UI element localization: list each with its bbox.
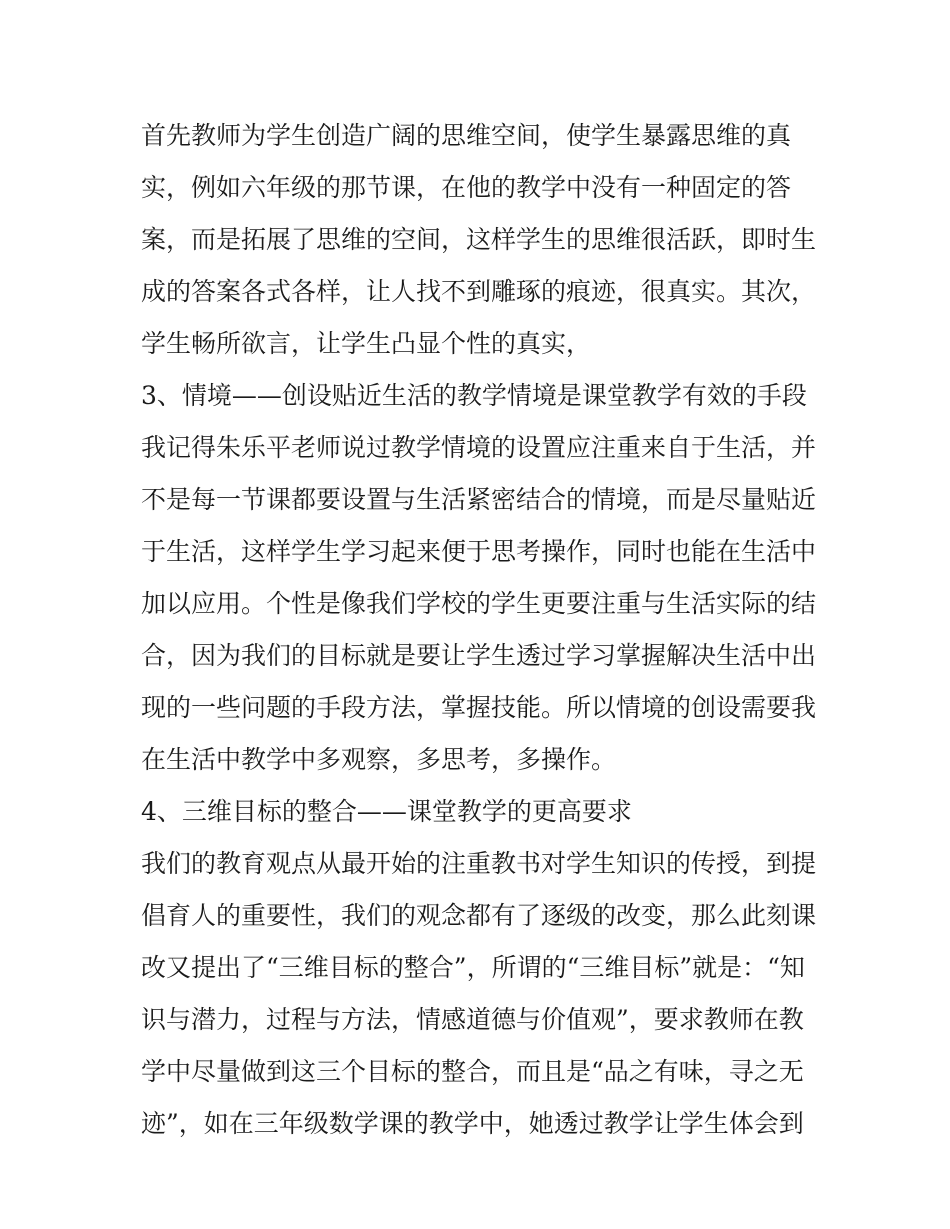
body-text-line: 学生畅所欲言，让学生凸显个性的真实， xyxy=(141,329,592,358)
body-text-line: 我记得朱乐平老师说过教学情境的设置应注重来自于生活，并 xyxy=(141,433,817,462)
body-text-line: 加以应用。个性是像我们学校的学生更要注重与生活实际的结 xyxy=(141,589,817,618)
body-text-line: 成的答案各式各样，让人找不到雕琢的痕迹，很真实。其次， xyxy=(141,277,817,306)
body-text-line: 改又提出了“三维目标的整合”，所谓的“三维目标”就是：“知 xyxy=(141,953,805,982)
body-text-line: 不是每一节课都要设置与生活紧密结合的情境，而是尽量贴近 xyxy=(141,485,817,514)
section-heading-3: 3、情境——创设贴近生活的教学情境是课堂教学有效的手段 xyxy=(141,381,807,410)
body-text-line: 于生活，这样学生学习起来便于思考操作，同时也能在生活中 xyxy=(141,537,817,566)
body-text-line: 学中尽量做到这三个目标的整合，而且是“品之有味，寻之无 xyxy=(141,1057,804,1086)
body-text-line: 合，因为我们的目标就是要让学生透过学习掌握解决生活中出 xyxy=(141,641,817,670)
body-text-line: 迹”，如在三年级数学课的教学中，她透过教学让学生体会到 xyxy=(141,1109,804,1138)
document-body xyxy=(141,110,817,1150)
body-text-line: 识与潜力，过程与方法，情感道德与价值观”，要求教师在教 xyxy=(141,1005,804,1034)
body-text-line: 实，例如六年级的那节课，在他的教学中没有一种固定的答 xyxy=(141,173,792,202)
body-text-line: 在生活中教学中多观察，多思考，多操作。 xyxy=(141,745,617,774)
body-text-line: 我们的教育观点从最开始的注重教书对学生知识的传授，到提 xyxy=(141,849,817,878)
section-heading-4: 4、三维目标的整合——课堂教学的更高要求 xyxy=(141,797,632,826)
body-text-line: 现的一些问题的手段方法，掌握技能。所以情境的创设需要我 xyxy=(141,693,817,722)
body-text-line: 倡育人的重要性，我们的观念都有了逐级的改变，那么此刻课 xyxy=(141,901,817,930)
body-text-line: 首先教师为学生创造广阔的思维空间，使学生暴露思维的真 xyxy=(141,121,792,150)
body-text-line: 案，而是拓展了思维的空间，这样学生的思维很活跃，即时生 xyxy=(141,225,817,254)
